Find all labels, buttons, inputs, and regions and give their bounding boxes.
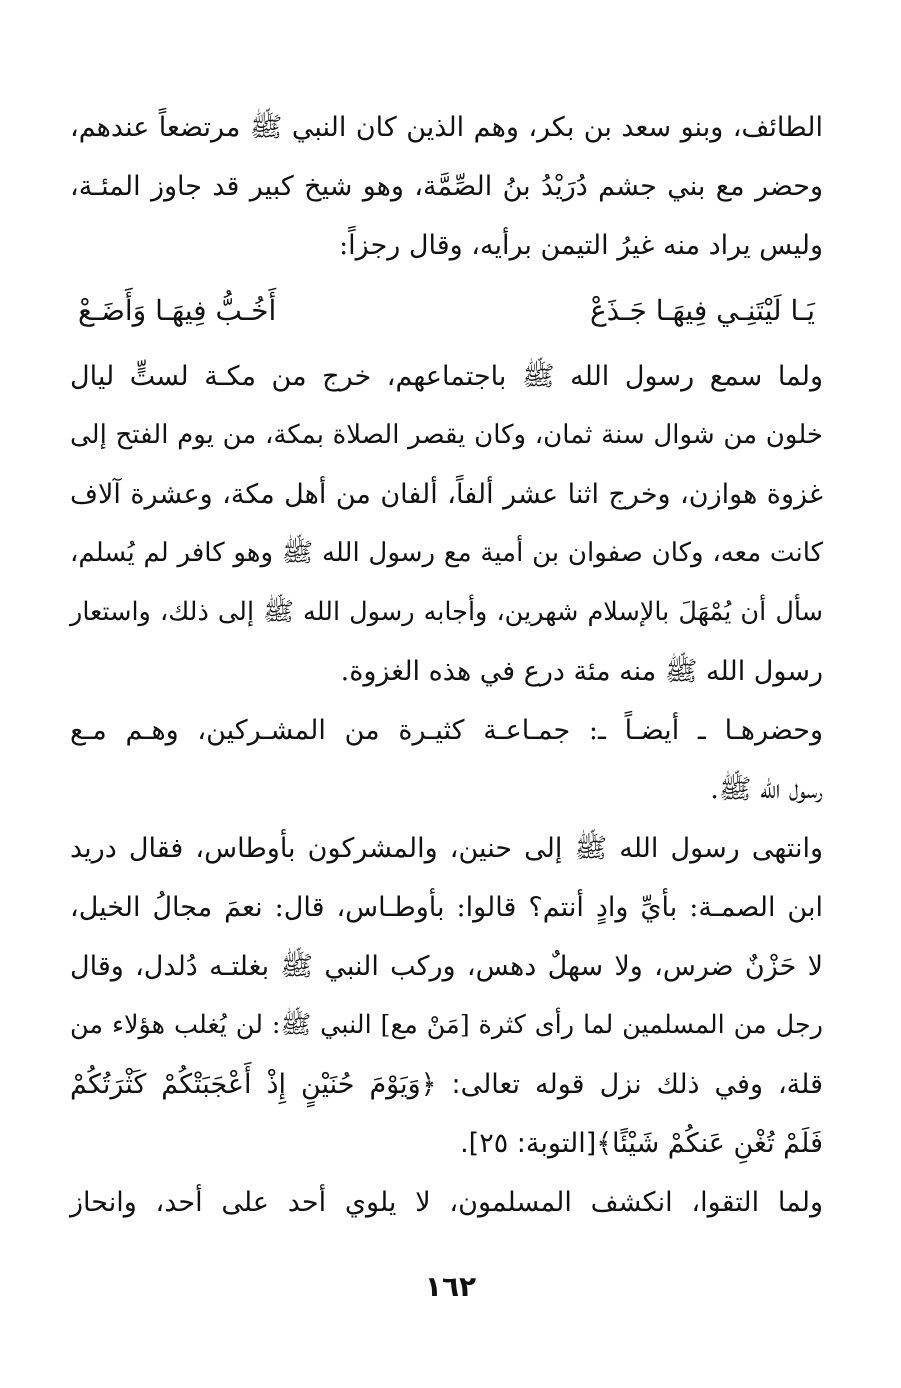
paragraph-2 — [70, 347, 823, 701]
page-body — [70, 98, 823, 1232]
text-line: لا حَزْنٌ ضرس، ولا سهلٌ دهس، وركب النبي ﷺ بغلتـه دُلدل، وقال — [70, 951, 823, 982]
text-line: غزوة هوازن، وخرج اثنا عشر ألفاً، ألفان من أهل مكة، وعشرة آلاف — [70, 479, 823, 510]
text-line: وحضر مع بني جشم دُرَيْدُ بنُ الصِّمَّة، وهو شيخ كبير قد جاوز المئـة، — [70, 171, 823, 202]
text-line: رسول الله ﷺ منه مئة درع في هذه الغزوة. — [340, 656, 823, 687]
verse-second-hemistich: أَخُـبُّ فِيهَـا وَأَضَـعْ — [78, 294, 277, 327]
text-line: وانتهى رسول الله ﷺ إلى حنين، والمشركون بأوطاس، فقال دريد — [70, 833, 823, 864]
paragraph-1 — [70, 98, 823, 275]
text-line: الطائف، وبنو سعد بن بكر، وهم الذين كان النبي ﷺ مرتضعاً عندهم، — [70, 112, 823, 143]
poem-verse — [70, 275, 823, 347]
text-line: كانت معه، وكان صفوان بن أمية مع رسول الله ﷺ وهو كافر لم يُسلم، — [70, 538, 823, 568]
paragraph-4 — [70, 819, 823, 1173]
text-line: رجل من المسلمين لما رأى كثرة [مَنْ مع] النبي ﷺ: لن يُغلب هؤلاء من — [70, 1010, 823, 1040]
verse-first-hemistich: يَـا لَيْتَنِـي فِيهَـا جَـذَعْ — [589, 294, 815, 327]
text-line: سأل أن يُمْهَلَ بالإسلام شهرين، وأجابه رسول الله ﷺ إلى ذلك، واستعار — [70, 597, 823, 627]
text-line: رسول الله ﷺ. — [710, 774, 823, 805]
paragraph-5 — [70, 1173, 823, 1232]
text-line-with-quran-citation: فَلَمْ تُغْنِ عَنكُمْ شَيْئًا﴾[التوبة: ٢٥]. — [460, 1128, 823, 1159]
text-line: وحضرهـا ـ أيضـاً ـ: جمـاعـة كثيـرة من المشـركين، وهـم مـع — [70, 715, 823, 746]
text-line-with-quran-verse: قلة، وفي ذلك نزل قوله تعالى: ﴿وَيَوْمَ حُنَيْنٍ إِذْ أَعْجَبَتْكُمْ كَثْرَتُكُمْ — [70, 1069, 823, 1100]
paragraph-3 — [70, 701, 823, 819]
page-number: ١٦٢ — [424, 1270, 477, 1303]
text-line: ابن الصمـة: بأيِّ وادٍ أنتم؟ قالوا: بأوطـاس، قال: نعمَ مجالُ الخيل، — [70, 892, 823, 923]
text-line: خلون من شوال سنة ثمان، وكان يقصر الصلاة بمكة، من يوم الفتح إلى — [70, 420, 823, 450]
text-line: ولما التقوا، انكشف المسلمون، لا يلوي أحد على أحد، وانحاز — [70, 1187, 823, 1218]
text-line: وليس يراد منه غيرُ التيمن برأيه، وقال رجزاً: — [339, 230, 823, 261]
text-line: ولما سمع رسول الله ﷺ باجتماعهم، خرج من مكـة لستٍّ ليال — [70, 361, 823, 392]
